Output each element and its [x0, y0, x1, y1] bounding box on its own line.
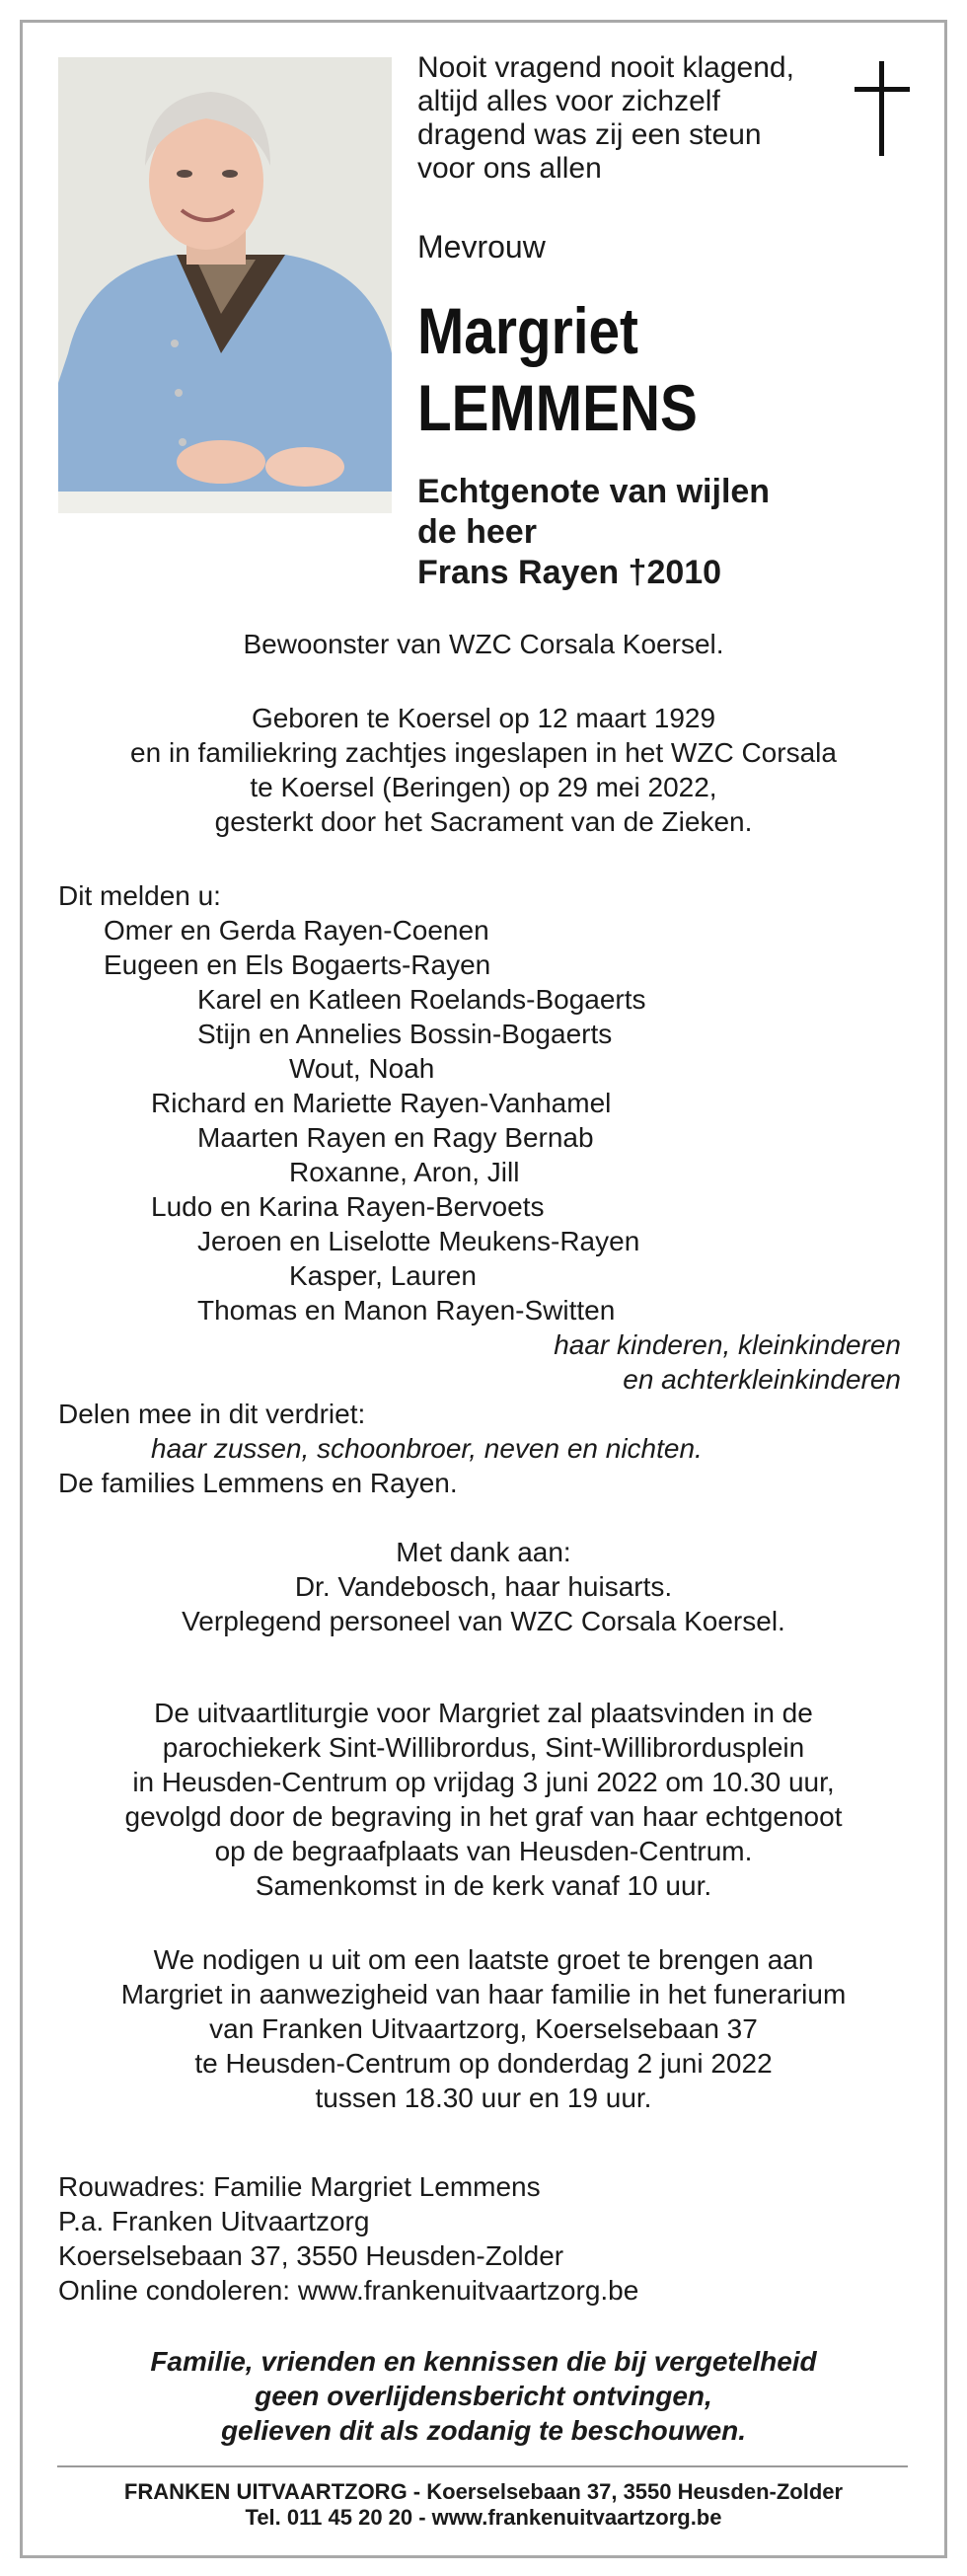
notice-line: gelieven dit als zodanig te beschouwen. [220, 2415, 747, 2446]
address-line: Rouwadres: Familie Margriet Lemmens [58, 2171, 541, 2202]
honorific: Mevrouw [417, 229, 546, 265]
visit-line: We nodigen u uit om een laatste groet te brengen aan [153, 1944, 814, 1975]
address-line: Koerselsebaan 37, 3550 Heusden-Zolder [58, 2240, 564, 2271]
announce-label: Dit melden u: [58, 880, 221, 911]
funeral-line: De uitvaartliturgie voor Margriet zal plaatsvinden in de [154, 1698, 813, 1728]
last-name: LEMMENS [417, 371, 698, 444]
residence: Bewoonster van WZC Corsala Koersel. [243, 629, 724, 659]
cross-icon [855, 61, 910, 156]
thanks-line: Met dank aan: [396, 1537, 571, 1567]
family-member: Jeroen en Liselotte Meukens-Rayen [197, 1226, 640, 1256]
footer-line: Tel. 011 45 20 20 - www.frankenuitvaartzorg.be [245, 2505, 722, 2530]
family-member: Eugeen en Els Bogaerts-Rayen [104, 949, 491, 980]
portrait-photo [58, 57, 392, 513]
family-member: Maarten Rayen en Ragy Bernab [197, 1122, 594, 1153]
family-member: Ludo en Karina Rayen-Bervoets [151, 1191, 545, 1222]
spouse-line: Frans Rayen †2010 [417, 554, 722, 591]
funeral-line: parochiekerk Sint-Willibrordus, Sint-Willibrordusplein [162, 1732, 805, 1763]
family-member: Richard en Mariette Rayen-Vanhamel [151, 1088, 612, 1118]
spouse-line: Echtgenote van wijlen [417, 473, 771, 510]
funeral-line: Samenkomst in de kerk vanaf 10 uur. [255, 1870, 712, 1901]
footer-divider [57, 2465, 908, 2467]
poem [417, 51, 832, 186]
poem-line: dragend was zij een steun [417, 118, 762, 151]
families-line: De families Lemmens en Rayen. [58, 1468, 458, 1498]
share-label: Delen mee in dit verdriet: [58, 1399, 366, 1429]
funeral-line: op de begraafplaats van Heusden-Centrum. [214, 1836, 753, 1866]
family-role: haar kinderen, kleinkinderen [554, 1329, 901, 1360]
notice-line: Familie, vrienden en kennissen die bij vergetelheid [150, 2346, 817, 2377]
thanks-line: Dr. Vandebosch, haar huisarts. [294, 1571, 673, 1602]
family-member: Roxanne, Aron, Jill [289, 1157, 520, 1187]
family-member: Kasper, Lauren [289, 1260, 477, 1291]
first-name: Margriet [417, 294, 638, 367]
visit-line: Margriet in aanwezigheid van haar familie in het funerarium [120, 1979, 847, 2009]
spouse-info [417, 472, 770, 593]
funeral-line: in Heusden-Centrum op vrijdag 3 juni 2022 om 10.30 uur, [132, 1767, 835, 1797]
address-line: Online condoleren: www.frankenuitvaartzorg.be [58, 2275, 639, 2306]
birth-death-line: te Koersel (Beringen) op 29 mei 2022, [250, 772, 717, 802]
family-member: Karel en Katleen Roelands-Bogaerts [197, 984, 646, 1015]
notice-line: geen overlijdensbericht ontvingen, [255, 2381, 712, 2411]
family-member: Thomas en Manon Rayen-Switten [197, 1295, 616, 1326]
poem-line: Nooit vragend nooit klagend, [417, 51, 794, 84]
birth-death-line: gesterkt door het Sacrament van de Zieken. [214, 806, 753, 837]
family-member: Omer en Gerda Rayen-Coenen [104, 915, 489, 946]
deceased-name [417, 292, 698, 446]
poem-line: voor ons allen [417, 152, 602, 185]
family-member: Wout, Noah [289, 1053, 435, 1084]
spouse-line: de heer [417, 513, 537, 551]
poem-line: altijd alles voor zichzelf [417, 85, 720, 117]
thanks-line: Verplegend personeel van WZC Corsala Koersel. [182, 1606, 785, 1636]
family-member: Stijn en Annelies Bossin-Bogaerts [197, 1019, 613, 1049]
visit-line: te Heusden-Centrum op donderdag 2 juni 2022 [194, 2048, 773, 2079]
family-role: en achterkleinkinderen [623, 1364, 901, 1395]
funeral-line: gevolgd door de begraving in het graf van haar echtgenoot [124, 1801, 843, 1832]
address-line: P.a. Franken Uitvaartzorg [58, 2206, 370, 2236]
visit-line: van Franken Uitvaartzorg, Koerselsebaan 37 [209, 2013, 758, 2044]
share-text: haar zussen, schoonbroer, neven en nichten. [151, 1433, 703, 1464]
birth-death-line: Geboren te Koersel op 12 maart 1929 [251, 703, 716, 733]
birth-death-line: en in familiekring zachtjes ingeslapen in het WZC Corsala [130, 737, 837, 768]
footer-line: FRANKEN UITVAARTZORG - Koerselsebaan 37, 3550 Heusden-Zolder [123, 2479, 844, 2504]
visit-line: tussen 18.30 uur en 19 uur. [315, 2083, 652, 2113]
